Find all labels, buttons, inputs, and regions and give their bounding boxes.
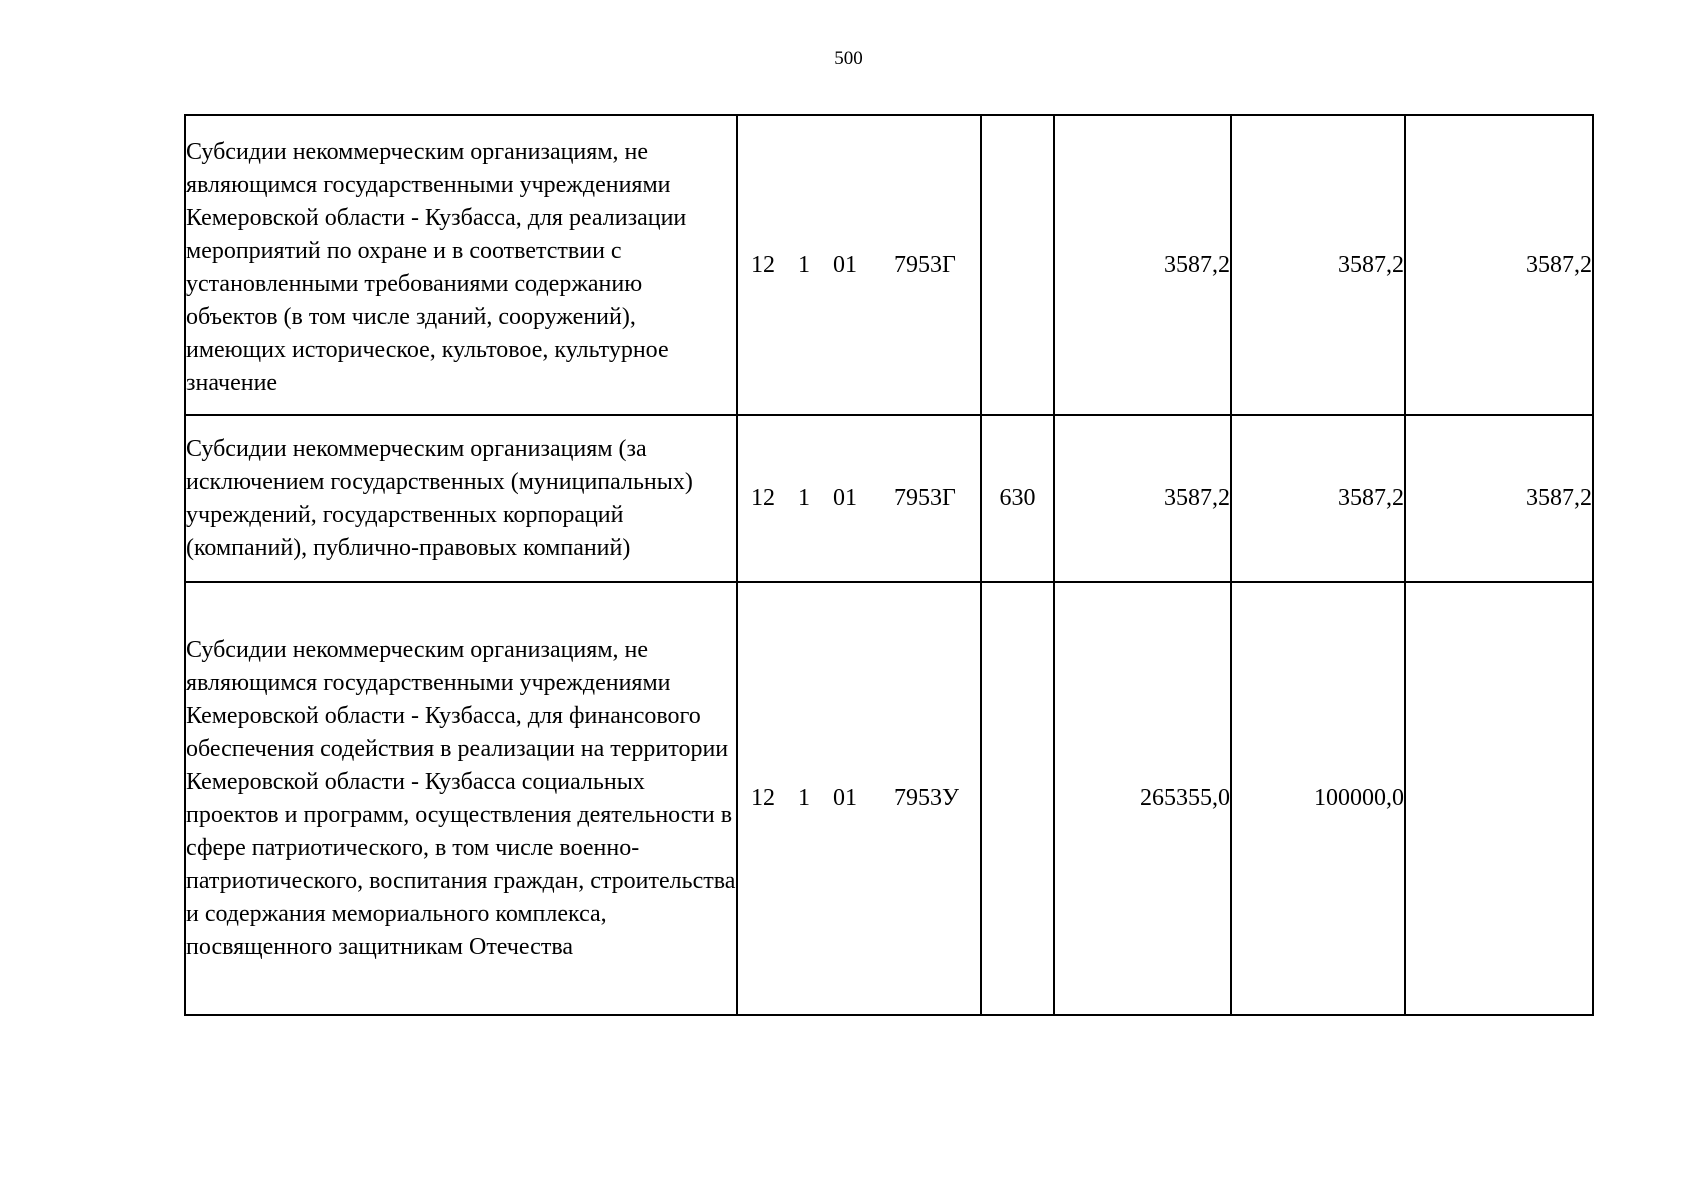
code-subprogram: 1 [798, 485, 810, 511]
row-target-code [737, 415, 981, 582]
amount-2: 100000,0 [1231, 582, 1405, 1015]
code-program: 12 [751, 251, 775, 278]
row-target-code [737, 115, 981, 415]
code-subprogram: 1 [798, 785, 810, 811]
table-row [185, 115, 1593, 415]
code-event: 01 [833, 485, 857, 511]
expense-type [981, 582, 1054, 1015]
amount-3: 3587,2 [1405, 115, 1593, 415]
code-subprogram: 1 [798, 251, 810, 278]
table-row [185, 582, 1593, 1015]
budget-table [184, 114, 1594, 1016]
amount-1: 265355,0 [1054, 582, 1231, 1015]
row-description: Субсидии некоммерческим организациям, не являющимся государственными учреждениями Кемеровской области - Кузбасса, для реализации мероприятий по охране и в соответствии с установленными требованиями содержанию объектов (в том числе зданий, сооружений), имеющих историческое, культовое, культурное значение [185, 115, 737, 415]
amount-3: 3587,2 [1405, 415, 1593, 582]
code-event: 01 [833, 251, 857, 278]
code-direction: 7953Г [894, 485, 956, 511]
row-description: Субсидии некоммерческим организациям (за исключением государственных (муниципальных) учреждений, государственных корпораций (компаний), публично-правовых компаний) [185, 415, 737, 582]
row-target-code [737, 582, 981, 1015]
amount-1: 3587,2 [1054, 415, 1231, 582]
code-event: 01 [833, 785, 857, 811]
amount-3 [1405, 582, 1593, 1015]
code-direction: 7953У [894, 785, 959, 811]
amount-2: 3587,2 [1231, 115, 1405, 415]
amount-1: 3587,2 [1054, 115, 1231, 415]
expense-type [981, 115, 1054, 415]
code-program: 12 [751, 785, 775, 811]
code-program: 12 [751, 485, 775, 511]
row-description: Субсидии некоммерческим организациям, не являющимся государственными учреждениями Кемеровской области - Кузбасса, для финансового обеспечения содействия в реализации на территории Кемеровской области - Кузбасса социальных проектов и программ, осуществления деятельности в сфере патриотического, в том числе военно-патриотического, воспитания граждан, строительства и содержания мемориального комплекса, посвященного защитникам Отечества [185, 582, 737, 1015]
code-direction: 7953Г [894, 251, 956, 278]
expense-type: 630 [981, 415, 1054, 582]
table-row [185, 415, 1593, 582]
page-number: 500 [834, 48, 863, 69]
amount-2: 3587,2 [1231, 415, 1405, 582]
